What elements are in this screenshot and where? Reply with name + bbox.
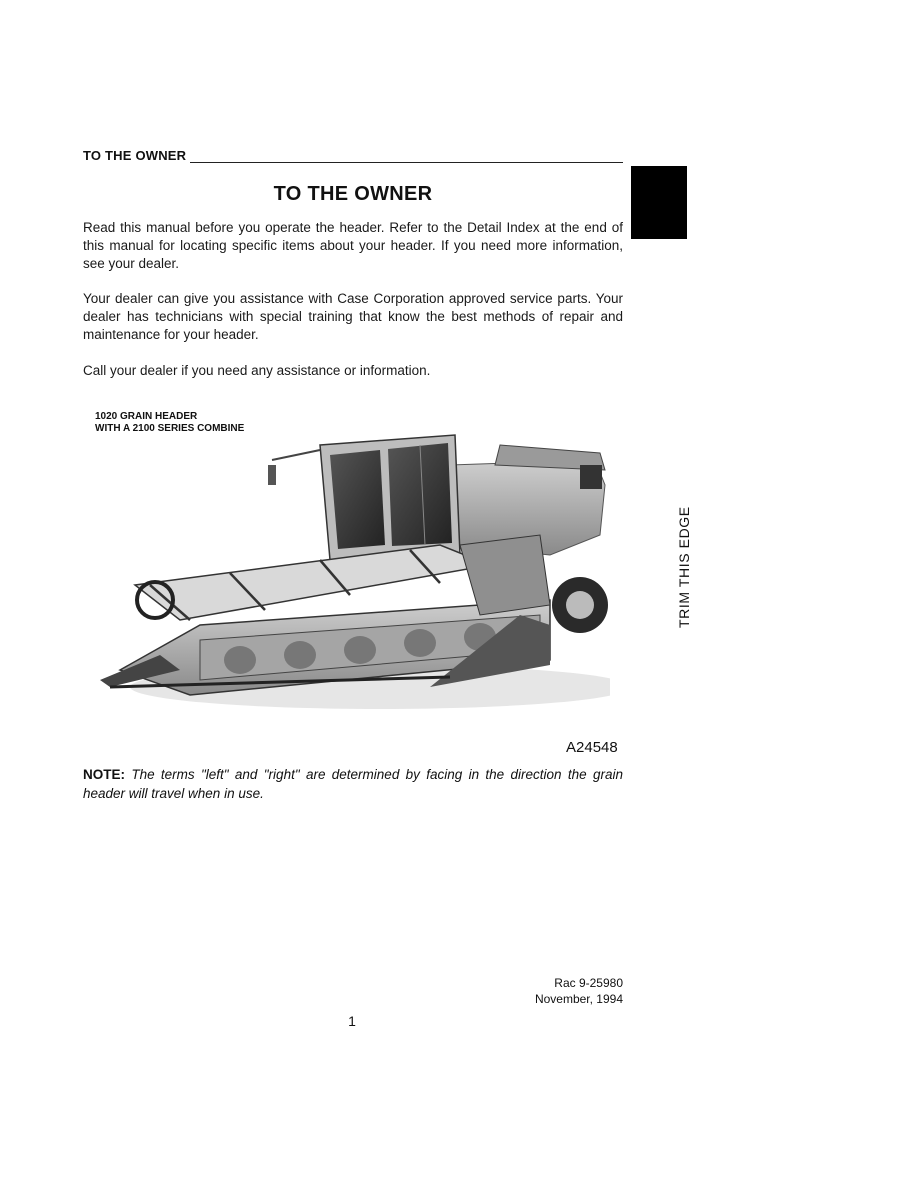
figure-caption-line-2: WITH A 2100 SERIES COMBINE: [95, 423, 245, 434]
document-date: November, 1994: [534, 992, 623, 1006]
page-title: TO THE OWNER: [273, 183, 433, 205]
header-rule: [190, 151, 623, 163]
running-header: [83, 148, 623, 163]
page-number: 1: [348, 1013, 356, 1029]
running-header-title: TO THE OWNER: [83, 148, 187, 163]
note-label: NOTE:: [83, 767, 125, 782]
combine-illustration: [80, 425, 610, 715]
note: [83, 765, 623, 803]
section-tab-marker: [631, 166, 687, 239]
document-code: [523, 975, 623, 1007]
document-code-number: Rac 9-25980: [554, 976, 623, 990]
paragraph-dealer: Your dealer can give you assistance with Case Corporation approved service parts. Your dealer has technicians with special training that know the best methods of repair and maintenance for your header.: [83, 291, 623, 342]
paragraph-call-dealer: Call your dealer if you need any assistance or information.: [83, 363, 431, 378]
note-text: The terms "left" and "right" are determined by facing in the direction the grain header will travel when in use.: [83, 767, 623, 801]
paragraph-intro: Read this manual before you operate the header. Refer to the Detail Index at the end of this manual for locating specific items about your header. If you need more information, see your dealer.: [83, 220, 623, 271]
figure-caption-line-1: 1020 GRAIN HEADER: [95, 411, 198, 422]
figure-id: A24548: [566, 739, 618, 756]
trim-edge-label: TRIM THIS EDGE: [676, 506, 692, 628]
